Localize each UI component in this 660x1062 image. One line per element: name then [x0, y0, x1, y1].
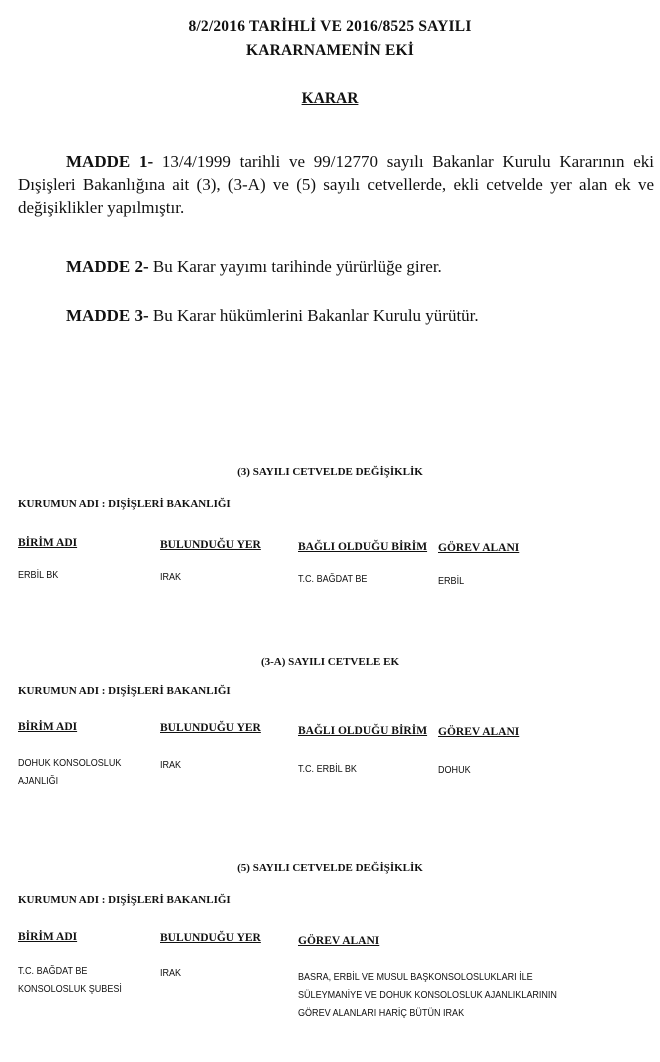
table-3-cell-gorev: BASRA, ERBİL VE MUSUL BAŞKONSOLOSLUKLARI İLE SÜLEYMANİYE VE DOHUK KONSOLOSLUK AJANLIKLARININ GÖREV ALANLARI HARİÇ BÜTÜN IRAK	[298, 971, 557, 1019]
table-1-header-birim: BİRİM ADI	[18, 537, 78, 549]
table-2-header-bagli: BAĞLI OLDUĞU BİRİM	[298, 725, 428, 737]
decree-title-line1: 8/2/2016 TARİHLİ VE 2016/8525 SAYILI	[188, 18, 472, 35]
table-2-header-yer: BULUNDUĞU YER	[160, 722, 261, 734]
article-2	[66, 257, 442, 277]
table-3-cell-birim: T.C. BAĞDAT BE KONSOLOSLUK ŞUBESİ	[18, 965, 122, 995]
table-1-cell-yer: IRAK	[160, 571, 182, 583]
table-2-kurum: KURUMUN ADI : DIŞİŞLERİ BAKANLIĞI	[18, 685, 231, 697]
table-3-title: (5) SAYILI CETVELDE DEĞİŞİKLİK	[237, 862, 423, 874]
table-2-cell-yer: IRAK	[160, 759, 182, 771]
table-2-header-birim: BİRİM ADI	[18, 721, 78, 733]
table-1-cell-gorev: ERBİL	[438, 575, 465, 587]
table-3-header-yer: BULUNDUĞU YER	[160, 932, 261, 944]
table-2-header-gorev: GÖREV ALANI	[438, 726, 520, 738]
article-1	[18, 150, 654, 219]
table-1-cell-birim: ERBİL BK	[18, 569, 59, 581]
table-3-header-birim: BİRİM ADI	[18, 931, 78, 943]
table-3-kurum: KURUMUN ADI : DIŞİŞLERİ BAKANLIĞI	[18, 894, 231, 906]
article-2-text: Bu Karar yayımı tarihinde yürürlüğe girer.	[148, 257, 442, 276]
table-2-cell-gorev: DOHUK	[438, 764, 471, 776]
karar-heading: KARAR	[301, 90, 359, 107]
table-2-title: (3-A) SAYILI CETVELE EK	[260, 656, 400, 668]
decree-title-line2: KARARNAMENİN EKİ	[245, 42, 415, 59]
article-2-label: MADDE 2-	[66, 257, 149, 276]
article-1-text: 13/4/1999 tarihli ve 99/12770 sayılı Bakanlar Kurulu Kararının eki Dışişleri Bakanlığına ait (3), (3-A) ve (5) sayılı cetvellerde, ekli cetvelde yer alan ek ve değişiklikler yapılmıştır.	[18, 152, 654, 217]
table-1-title: (3) SAYILI CETVELDE DEĞİŞİKLİK	[237, 466, 423, 478]
article-3	[66, 306, 479, 326]
article-3-label: MADDE 3-	[66, 306, 149, 325]
table-1-header-gorev: GÖREV ALANI	[438, 542, 520, 554]
article-1-label: MADDE 1-	[66, 152, 154, 171]
table-3-header-gorev: GÖREV ALANI	[298, 935, 380, 947]
article-3-text: Bu Karar hükümlerini Bakanlar Kurulu yürütür.	[148, 306, 479, 325]
table-1-kurum: KURUMUN ADI : DIŞİŞLERİ BAKANLIĞI	[18, 498, 231, 510]
table-2-cell-bagli: T.C. ERBİL BK	[298, 763, 357, 775]
table-1-cell-bagli: T.C. BAĞDAT BE	[298, 573, 368, 585]
table-1-header-yer: BULUNDUĞU YER	[160, 539, 261, 551]
table-3-cell-yer: IRAK	[160, 967, 182, 979]
table-1-header-bagli: BAĞLI OLDUĞU BİRİM	[298, 541, 428, 553]
table-2-cell-birim: DOHUK KONSOLOSLUK AJANLIĞI	[18, 757, 122, 787]
